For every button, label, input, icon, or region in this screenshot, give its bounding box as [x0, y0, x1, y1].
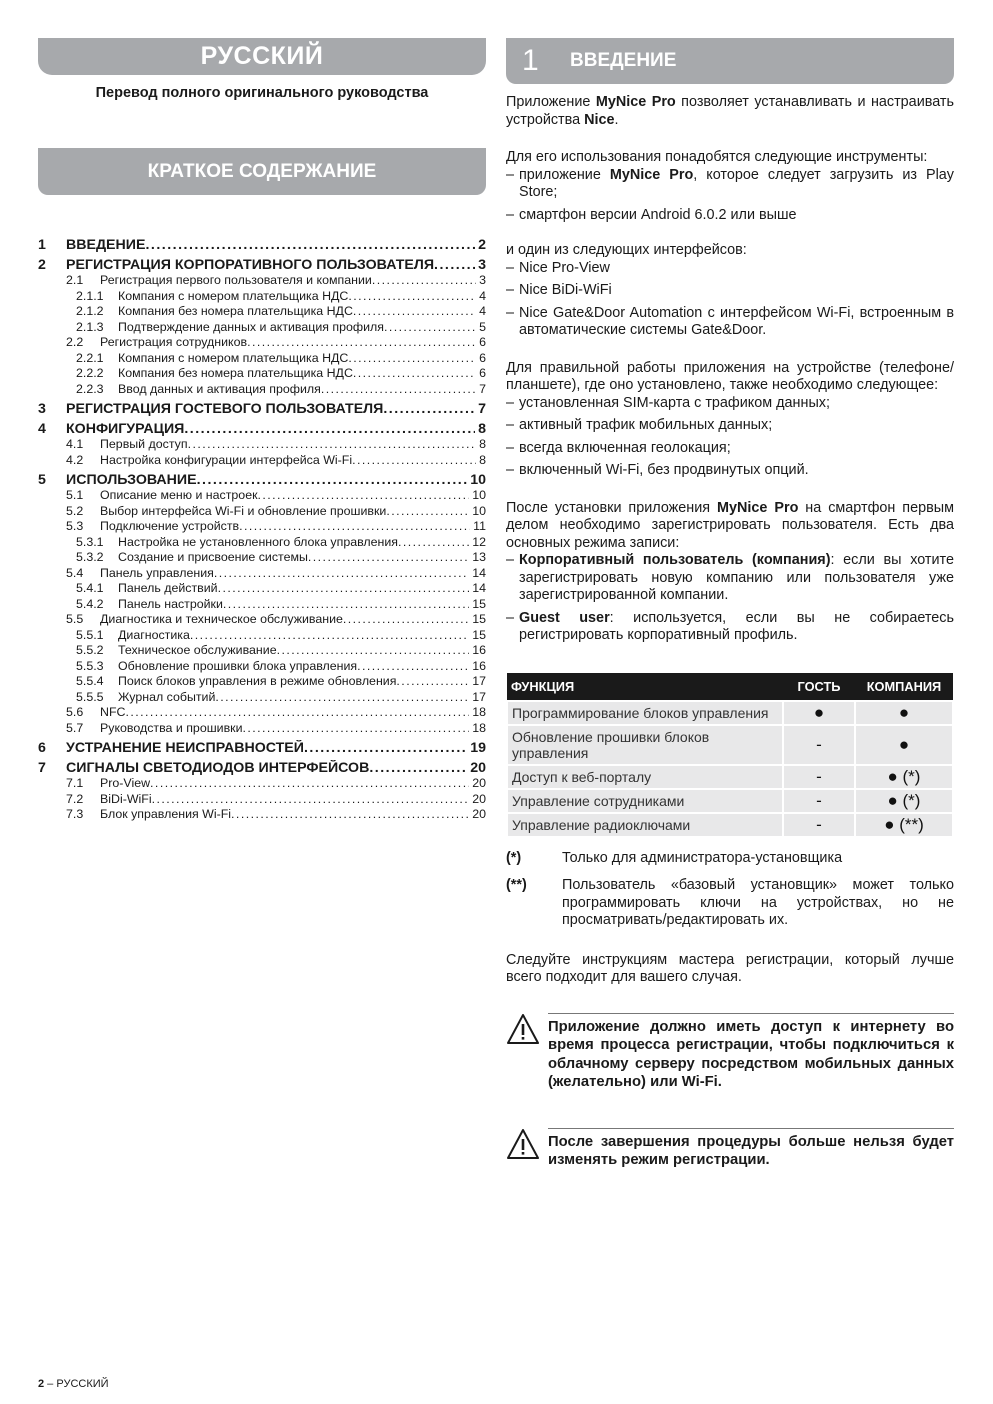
table-cell: Доступ к веб-порталу: [507, 765, 783, 789]
function-table: [506, 673, 954, 838]
toc-entry: 2.1.3 Подтверждение данных и активация профиля . . . 5: [38, 320, 486, 336]
table-cell: Управление сотрудниками: [507, 789, 783, 813]
requirements-list: [506, 395, 954, 480]
toc-entry: 5.7 Руководства и прошивки . . . 18: [38, 721, 486, 737]
requirements-lead: Для правильной работы приложения на устройстве (телефоне/планшете), где оно установлено, также необходимо следующее:: [506, 359, 954, 393]
footer-language: РУССКИЙ: [56, 1378, 109, 1390]
toc-heading: КРАТКОЕ СОДЕРЖАНИЕ: [38, 148, 486, 195]
page-number: 2: [38, 1378, 45, 1390]
language-banner: РУССКИЙ: [38, 38, 486, 75]
list-item: – Nice Pro-View: [506, 260, 954, 278]
interfaces-list: [506, 260, 954, 340]
table-cell: -: [783, 765, 855, 789]
toc-entry: 7.2 BiDi-WiFi . . . 20: [38, 792, 486, 808]
toc-entry: 5 ИСПОЛЬЗОВАНИЕ ..... 10: [38, 472, 486, 488]
warning-text: После завершения процедуры больше нельзя будет изменять режим регистрации.: [548, 1128, 954, 1170]
table-row: [507, 701, 953, 725]
table-cell: -: [783, 813, 855, 837]
table-cell: ● (*): [855, 789, 953, 813]
chapter-title: ВВЕДЕНИЕ: [570, 50, 677, 71]
table-cell: Программирование блоков управления: [507, 701, 783, 725]
table-of-contents: [38, 237, 486, 823]
footnote: (**) Пользователь «базовый установщик» может только программировать ключи на устройствах, но не просматривать/редактировать их.: [506, 877, 954, 928]
toc-entry: 4.2 Настройка конфигурации интерфейса Wi-Fi . . . 8: [38, 453, 486, 469]
list-item: – активный трафик мобильных данных;: [506, 417, 954, 435]
toc-entry: 2.1.2 Компания без номера плательщика НДС . . . 4: [38, 304, 486, 320]
toc-entry: 5.3.1 Настройка не установленного блока управления . . . 12: [38, 535, 486, 551]
warning-icon: [506, 1013, 548, 1092]
toc-entry: 5.3 Подключение устройств . . . 11: [38, 519, 486, 535]
table-cell: ●: [855, 701, 953, 725]
chapter-banner: [506, 38, 954, 84]
table-header: ФУНКЦИЯ: [507, 673, 783, 701]
toc-entry: 5.4.2 Панель настройки . . . 15: [38, 597, 486, 613]
table-cell: ●: [855, 725, 953, 765]
toc-entry: 5.2 Выбор интерфейса Wi-Fi и обновление прошивки . . . 10: [38, 504, 486, 520]
registration-paragraph: После установки приложения MyNice Pro на смартфон первым делом необходимо зарегистрировать пользователя. Есть два основных режима записи:: [506, 499, 954, 551]
warning-text: Приложение должно иметь доступ к интернету во время процесса регистрации, чтобы подключиться к облачному серверу посредством мобильных данных (желательно) или Wi-Fi.: [548, 1013, 954, 1092]
table-cell: -: [783, 789, 855, 813]
list-item: – смартфон версии Android 6.0.2 или выше: [506, 207, 954, 225]
document-subtitle: Перевод полного оригинального руководства: [95, 85, 429, 101]
table-cell: -: [783, 725, 855, 765]
toc-entry: 4.1 Первый доступ . . . 8: [38, 437, 486, 453]
tools-list: [506, 167, 954, 225]
table-cell: Обновление прошивки блоков управления: [507, 725, 783, 765]
list-item: – включенный Wi-Fi, без продвинутых опций.: [506, 462, 954, 480]
toc-entry: 7 СИГНАЛЫ СВЕТОДИОДОВ ИНТЕРФЕЙСОВ ..... 20: [38, 760, 486, 776]
table-row: [507, 813, 953, 837]
warning-block: [506, 1128, 954, 1170]
footnote: (*) Только для администратора-установщика: [506, 849, 843, 866]
table-cell: ● (*): [855, 765, 953, 789]
table-row: [507, 725, 953, 765]
toc-entry: 7.3 Блок управления Wi-Fi . . . 20: [38, 807, 486, 823]
table-header: ГОСТЬ: [783, 673, 855, 701]
chapter-number: 1: [522, 44, 539, 77]
toc-entry: 2 РЕГИСТРАЦИЯ КОРПОРАТИВНОГО ПОЛЬЗОВАТЕЛЯ ..... 3: [38, 257, 486, 273]
table-cell: Управление радиоключами: [507, 813, 783, 837]
toc-entry: 5.5.2 Техническое обслуживание . . . 16: [38, 643, 486, 659]
toc-entry: 5.5 Диагностика и техническое обслуживание . . . 15: [38, 612, 486, 628]
toc-entry: 5.5.4 Поиск блоков управления в режиме обновления . . . 17: [38, 674, 486, 690]
left-column: [38, 38, 486, 823]
table-cell: ● (**): [855, 813, 953, 837]
table-header: КОМПАНИЯ: [855, 673, 953, 701]
toc-entry: 2.1.1 Компания с номером плательщика НДС . . . 4: [38, 289, 486, 305]
toc-entry: 5.5.1 Диагностика . . . 15: [38, 628, 486, 644]
interfaces-lead: и один из следующих интерфейсов:: [506, 242, 747, 258]
tools-lead: Для его использования понадобятся следующие инструменты:: [506, 149, 928, 165]
toc-entry: 6 УСТРАНЕНИЕ НЕИСПРАВНОСТЕЙ ..... 19: [38, 740, 486, 756]
toc-entry: 2.1 Регистрация первого пользователя и компании . . . 3: [38, 273, 486, 289]
toc-entry: 5.3.2 Создание и присвоение системы . . . 13: [38, 550, 486, 566]
toc-entry: 5.4 Панель управления . . . 14: [38, 566, 486, 582]
page-footer: 2 – РУССКИЙ: [38, 1378, 109, 1390]
toc-entry: 2.2.1 Компания с номером плательщика НДС . . . 6: [38, 351, 486, 367]
list-item: – приложение MyNice Pro, которое следует загрузить из Play Store;: [506, 167, 954, 202]
registration-modes: [506, 552, 954, 645]
warning-icon: [506, 1128, 548, 1170]
toc-entry: 5.1 Описание меню и настроек . . . 10: [38, 488, 486, 504]
table-row: [507, 789, 953, 813]
toc-entry: 2.2 Регистрация сотрудников . . . 6: [38, 335, 486, 351]
intro-paragraph: Приложение MyNice Pro позволяет устанавливать и настраивать устройства Nice.: [506, 94, 954, 128]
toc-entry: 5.4.1 Панель действий . . . 14: [38, 581, 486, 597]
table-row: [507, 765, 953, 789]
list-item: – установленная SIM-карта с трафиком данных;: [506, 395, 954, 413]
list-item: – всегда включенная геолокация;: [506, 440, 954, 458]
toc-entry: 4 КОНФИГУРАЦИЯ ..... 8: [38, 421, 486, 437]
right-column: [506, 38, 954, 1170]
toc-entry: 7.1 Pro-View . . . 20: [38, 776, 486, 792]
toc-entry: 2.2.2 Компания без номера плательщика НДС . . . 6: [38, 366, 486, 382]
warning-block: [506, 1013, 954, 1092]
list-item: – Nice Gate&Door Automation с интерфейсом Wi-Fi, встроенным в автоматические системы Gate&Door.: [506, 305, 954, 340]
list-item: – Nice BiDi-WiFi: [506, 282, 954, 300]
list-item: – Guest user: используется, если вы не собираетесь регистрировать корпоративный профиль.: [506, 610, 954, 645]
list-item: – Корпоративный пользователь (компания): если вы хотите зарегистрировать новую компанию или пользователя уже зарегистрированной компании.: [506, 552, 954, 605]
toc-entry: 2.2.3 Ввод данных и активация профиля . . . 7: [38, 382, 486, 398]
toc-entry: 5.6 NFC . . . 18: [38, 705, 486, 721]
toc-entry: 5.5.3 Обновление прошивки блока управления . . . 16: [38, 659, 486, 675]
toc-entry: 1 ВВЕДЕНИЕ ..... 2: [38, 237, 486, 253]
table-cell: ●: [783, 701, 855, 725]
toc-entry: 3 РЕГИСТРАЦИЯ ГОСТЕВОГО ПОЛЬЗОВАТЕЛЯ ..... 7: [38, 401, 486, 417]
toc-entry: 5.5.5 Журнал событий . . . 17: [38, 690, 486, 706]
follow-paragraph: Следуйте инструкциям мастера регистрации, который лучше всего подходит для вашего случая.: [506, 951, 954, 985]
